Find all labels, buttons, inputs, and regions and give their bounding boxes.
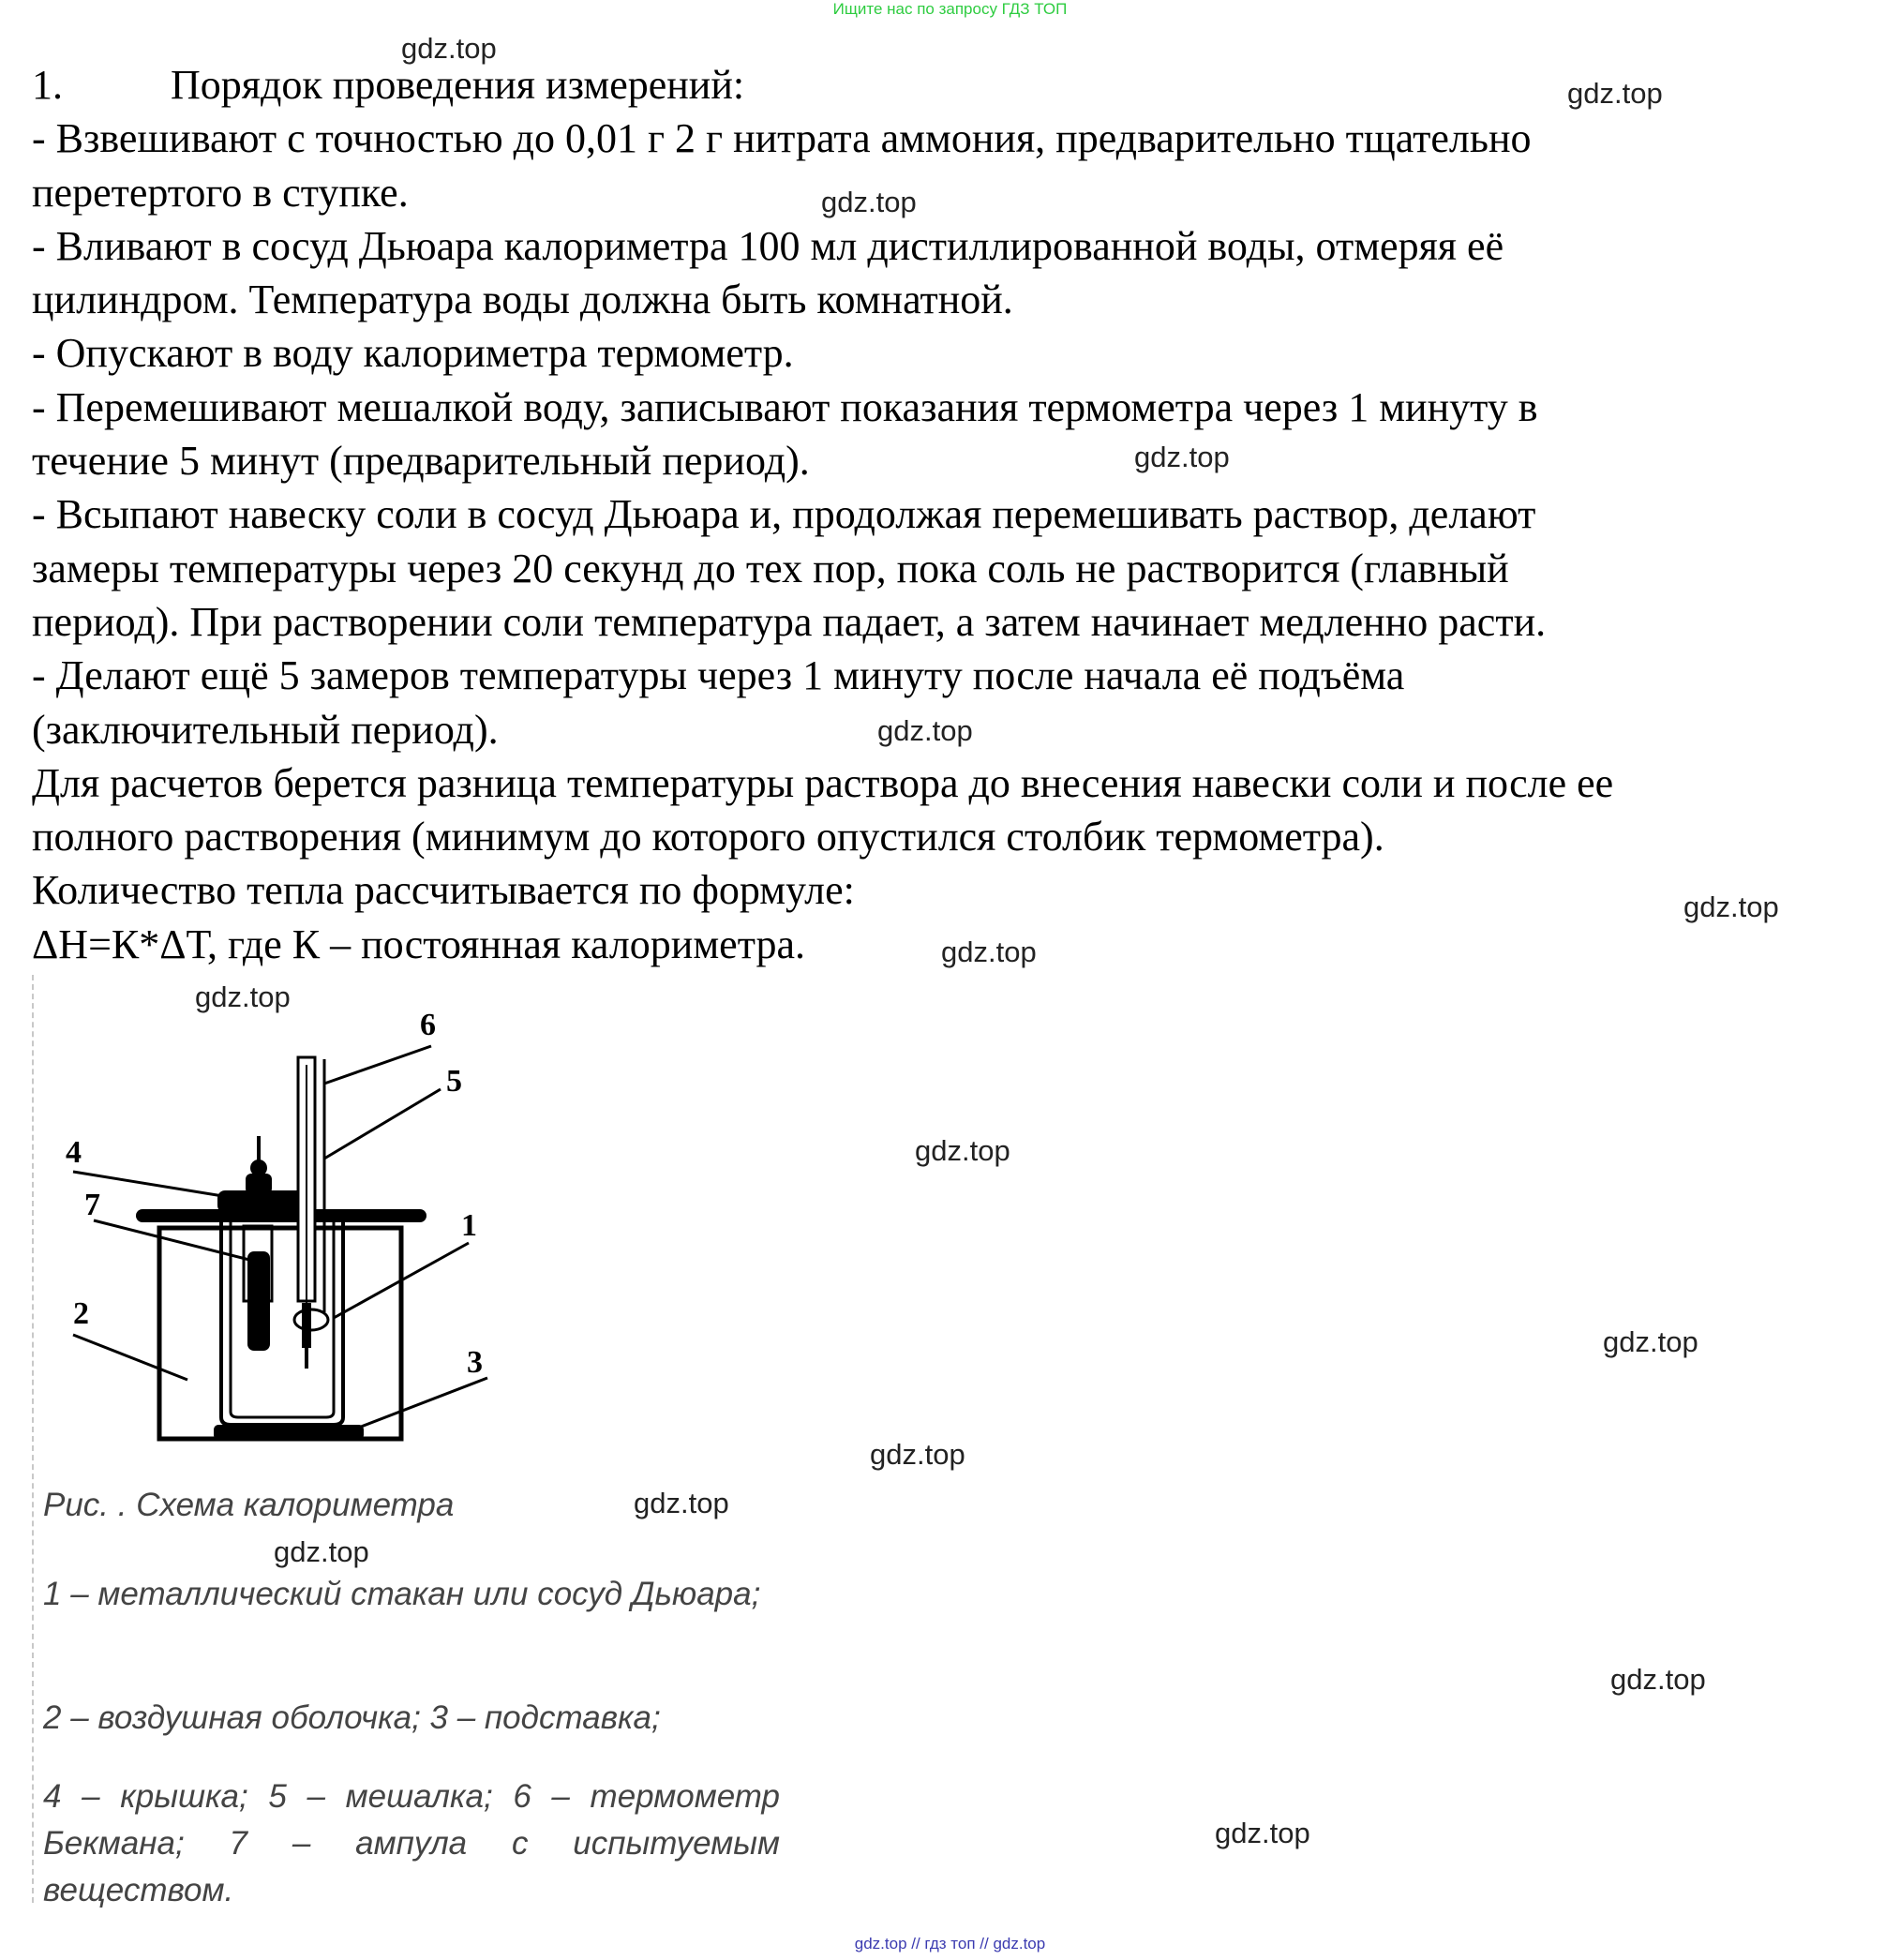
- watermark: gdz.top: [1134, 441, 1230, 473]
- diagram-label-1: 1: [461, 1208, 477, 1243]
- diagram-label-2: 2: [73, 1296, 89, 1331]
- watermark: gdz.top: [821, 186, 917, 218]
- watermark: gdz.top: [1215, 1817, 1310, 1849]
- text-line: - Делают ещё 5 замеров температуры через 1 минуту после начала её подъёма: [32, 652, 1405, 699]
- text-line: цилиндром. Температура воды должна быть комнатной.: [32, 277, 1013, 323]
- text-line: замеры температуры через 20 секунд до тех пор, пока соль не растворится (главный: [32, 545, 1509, 591]
- text-line: - Перемешивают мешалкой воду, записывают показания термометра через 1 минуту в: [32, 383, 1538, 430]
- diagram-label-7: 7: [84, 1188, 100, 1222]
- text-line: - Всыпают навеску соли в сосуд Дьюара и, продолжая перемешивать раствор, делают: [32, 491, 1536, 538]
- heading-title: Порядок проведения измерений:: [171, 62, 745, 108]
- top-banner[interactable]: Ищите нас по запросу ГДЗ ТОП: [832, 0, 1068, 18]
- diagram-label-6: 6: [420, 1008, 436, 1042]
- ampoule: [247, 1251, 270, 1351]
- air-jacket: [159, 1228, 401, 1439]
- watermark: gdz.top: [1603, 1325, 1698, 1358]
- watermark: gdz.top: [1683, 890, 1779, 923]
- watermark: gdz.top: [915, 1134, 1010, 1167]
- procedure-text: [32, 58, 1888, 971]
- leader-line-6: [324, 1046, 431, 1084]
- watermark: gdz.top: [877, 714, 973, 747]
- footer-links[interactable]: gdz.top // гдз топ // gdz.top: [854, 1935, 1046, 1953]
- diagram-label-3: 3: [467, 1345, 483, 1380]
- stand: [214, 1425, 364, 1440]
- watermark: gdz.top: [941, 935, 1037, 968]
- text-line: Количество тепла рассчитывается по формуле:: [32, 867, 855, 914]
- watermark: gdz.top: [1610, 1663, 1706, 1696]
- text-line: полного растворения (минимум до которого опустился столбик термометра).: [32, 814, 1384, 860]
- watermark: gdz.top: [195, 980, 291, 1013]
- calorimeter-diagram: [56, 975, 516, 1453]
- watermark: gdz.top: [870, 1438, 965, 1471]
- figure-caption: Рис. . Схема калориметра: [43, 1487, 455, 1523]
- legend-item: 2 – воздушная оболочка; 3 – подставка;: [43, 1699, 661, 1736]
- heading-number: 1.: [32, 62, 63, 108]
- watermark: gdz.top: [1567, 77, 1663, 110]
- text-line: перетертого в ступке.: [32, 169, 409, 216]
- leader-line-2: [73, 1335, 187, 1380]
- text-line: (заключительный период).: [32, 706, 499, 753]
- text-line: - Вливают в сосуд Дьюара калориметра 100 мл дистиллированной воды, отмеряя её: [32, 222, 1504, 269]
- diagram-label-4: 4: [66, 1135, 82, 1170]
- text-line: Для расчетов берется разница температуры раствора до внесения навески соли и после ее: [32, 759, 1614, 806]
- watermark: gdz.top: [401, 32, 497, 65]
- leader-line-5: [324, 1089, 441, 1159]
- legend-item: 1 – металлический стакан или сосуд Дьюара;: [43, 1576, 761, 1612]
- legend-item: 4 – крышка; 5 – мешалка; 6 – термометр Бекмана; 7 – ампула с испытуемым веществом.: [43, 1778, 780, 1908]
- watermark: gdz.top: [634, 1487, 729, 1519]
- formula-line: ΔН=К*ΔТ, где К – постоянная калориметра.: [32, 920, 805, 967]
- figure-border: [32, 975, 34, 1903]
- text-line: период). При растворении соли температура падает, а затем начинает медленно расти.: [32, 598, 1547, 645]
- text-line: - Взвешивают с точностью до 0,01 г 2 г нитрата аммония, предварительно тщательно: [32, 115, 1532, 162]
- watermark: gdz.top: [274, 1535, 369, 1568]
- leader-line-3: [356, 1378, 487, 1429]
- text-line: - Опускают в воду калориметра термометр.: [32, 330, 794, 377]
- diagram-label-5: 5: [446, 1064, 462, 1099]
- text-line: течение 5 минут (предварительный период).: [32, 438, 810, 485]
